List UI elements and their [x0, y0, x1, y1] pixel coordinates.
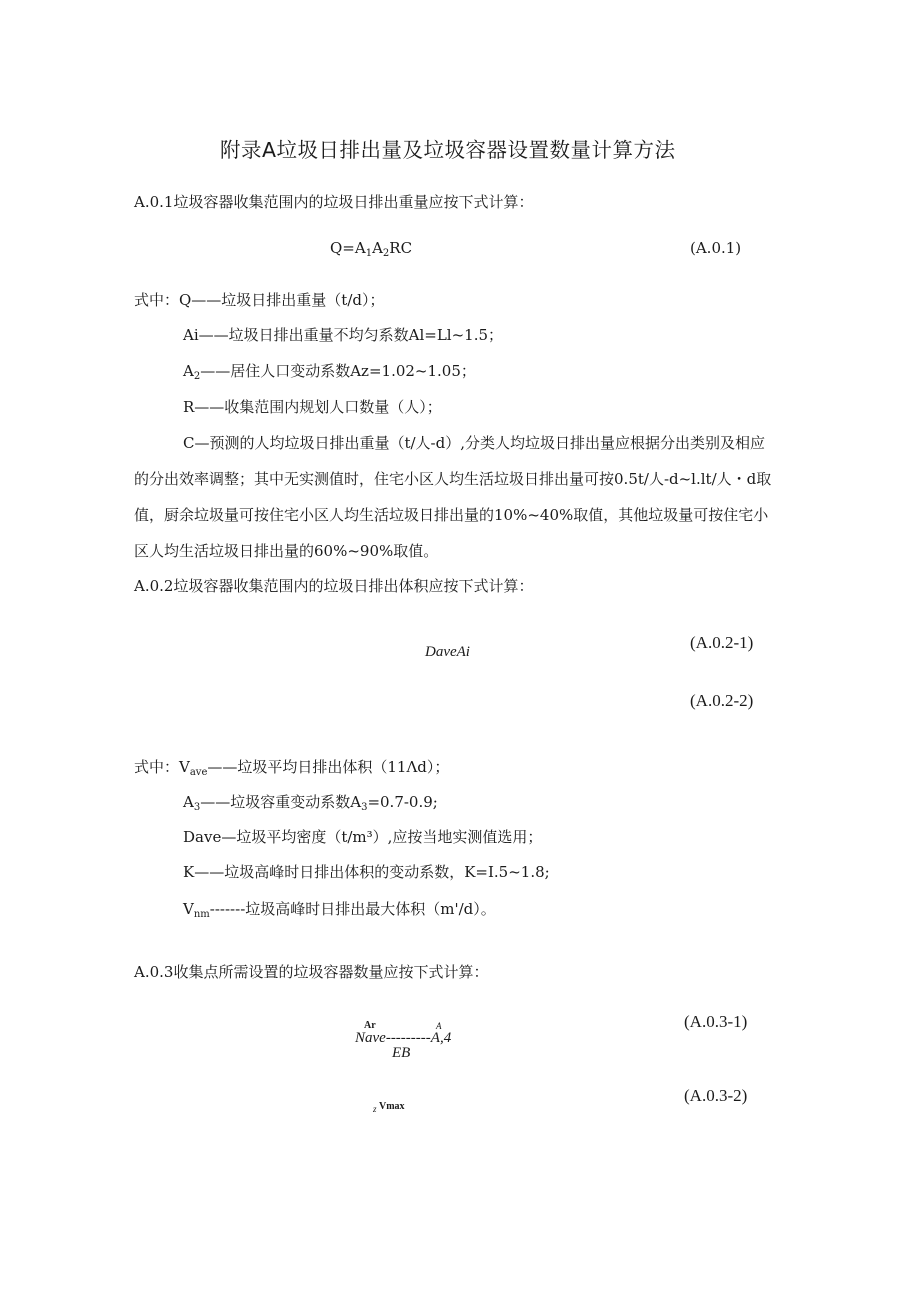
- page-title: 附录A垃圾日排出量及垃圾容器设置数量计算方法: [220, 138, 676, 162]
- def-r: R——收集范围内规划人口数量（人）；: [183, 398, 442, 416]
- def-c-line-1: C—预测的人均垃圾日排出重量（t/人-d）,分类人均垃圾日排出量应根据分出类别及相应: [183, 434, 766, 452]
- formula-a03-2-number: (A.0.3-2): [684, 1086, 748, 1105]
- def-c-line-2: 的分出效率调整；其中无实测值时，住宅小区人均生活垃圾日排出量可按0.5t/人-d~l.lt/人・d取: [134, 470, 772, 488]
- formula-a03-2-prefix: z: [373, 1104, 377, 1114]
- formula-a03-1-main: Nave---------A,4: [355, 1030, 452, 1046]
- def-a1: Ai——垃圾日排出重量不均匀系数Al=Ll~1.5；: [183, 326, 504, 344]
- def-vave: 式中：$V_{ave}——$垃圾平均日排出体积（11Λd）；: [134, 758, 450, 778]
- section-a02-heading: A.0.2垃圾容器收集范围内的垃圾日排出体积应按下式计算：: [134, 577, 534, 595]
- def-c-line-3: 值，厨余垃圾量可按住宅小区人均生活垃圾日排出量的10%~40%取值，其他垃圾量可按住宅小: [134, 506, 769, 524]
- formula-a03-1-bottom: EB: [392, 1045, 411, 1061]
- formula-a02-2-number: (A.0.2-2): [690, 691, 754, 710]
- def-c-line-4: 区人均生活垃圾日排出量的60%~90%取值。: [134, 542, 439, 560]
- section-a03-heading: A.0.3收集点所需设置的垃圾容器数量应按下式计算：: [134, 963, 489, 981]
- def-a2: $A_2——$居住人口变动系数Az=1.02~1.05；: [183, 362, 476, 382]
- def-vmax: $V_{nm}-------$垃圾高峰时日排出最大体积（m'/d）。: [183, 900, 496, 920]
- formula-a03-2: Vmax: [379, 1101, 405, 1112]
- section-a01-heading: A.0.1垃圾容器收集范围内的垃圾日排出重量应按下式计算：: [134, 193, 534, 211]
- formula-a02-1-number: (A.0.2-1): [690, 633, 754, 652]
- formula-a03-1-number: (A.0.3-1): [684, 1012, 748, 1031]
- def-a3: $A_3——$垃圾容重变动系数$A_3=0.7-0.9$;: [183, 793, 438, 813]
- formula-a01-number: (A.0.1): [690, 239, 742, 257]
- formula-a03-1-top: Ar: [364, 1020, 376, 1031]
- def-q: 式中：Q——垃圾日排出重量（t/d）；: [134, 291, 385, 309]
- def-dave: Dave—垃圾平均密度（t/m³）,应按当地实测值选用；: [183, 828, 543, 846]
- formula-a02-1: DaveAi: [425, 644, 470, 660]
- formula-a01: $Q=A_1A_2RC$: [330, 239, 413, 259]
- formula-a03-1-top-right: A: [436, 1021, 442, 1031]
- def-k: K——垃圾高峰时日排出体积的变动系数，K=I.5~1.8;: [183, 863, 550, 881]
